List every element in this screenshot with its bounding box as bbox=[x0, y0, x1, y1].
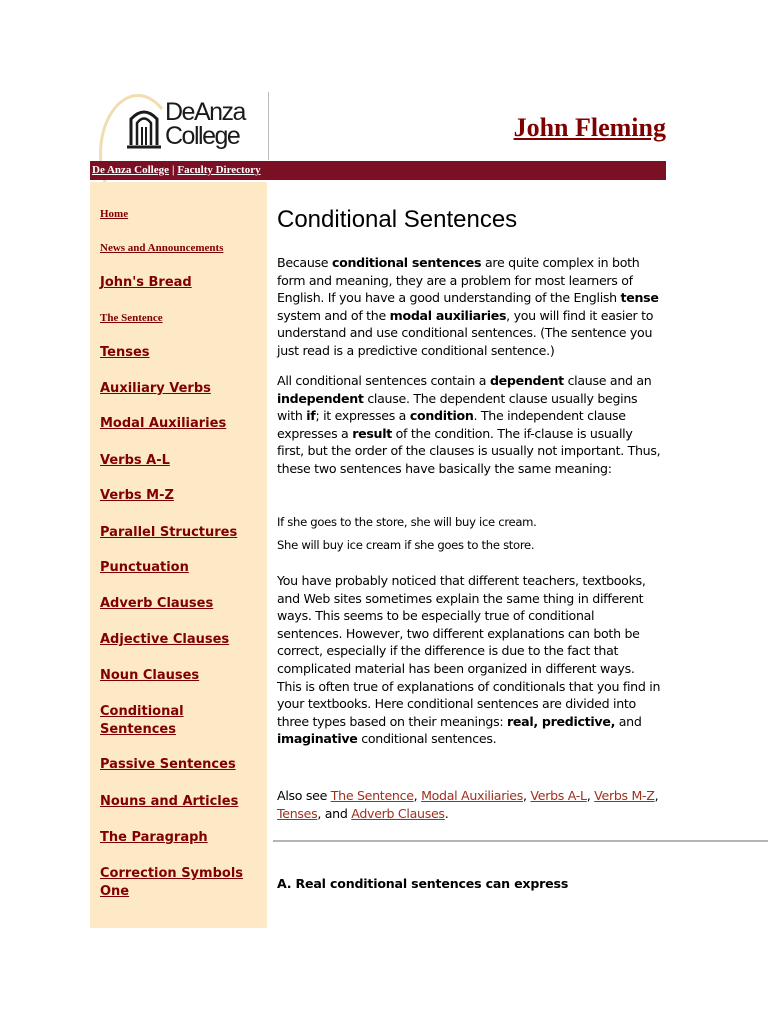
page-title: Conditional Sentences bbox=[277, 206, 518, 233]
also-see-link-the-sentence[interactable]: The Sentence bbox=[330, 788, 414, 803]
text-run: ; it expresses a bbox=[315, 408, 410, 424]
header-divider bbox=[268, 92, 269, 160]
also-see-link-verbs-a-l[interactable]: Verbs A-L bbox=[530, 788, 587, 803]
text-run: You have probably noticed that different teachers, textbooks, and Web sites sometimes explain the same thing in different ways. This seems to be especially true of conditional sentences. However, two different explanations can both be correct, especially if the difference is due to the fact that complicated material has been organized in different ways. This is often true of explanations of conditionals that you find in your textbooks. Here conditional sentences are divided into three types based on their meanings: bbox=[277, 573, 661, 729]
top-nav-bar bbox=[90, 161, 666, 180]
sidebar-link-adjective-clauses[interactable]: Adjective Clauses bbox=[100, 632, 230, 647]
sidebar-link-correction-symbols-one[interactable]: Correction Symbols One bbox=[100, 866, 244, 899]
text-run: are quite complex in both form and meaning, they are a problem for most learners of English. If you have a good understanding of the English bbox=[277, 255, 640, 306]
also-see-link-adverb-clauses[interactable]: Adverb Clauses bbox=[351, 805, 445, 821]
bold-term: modal auxiliaries bbox=[389, 307, 507, 323]
also-see-link-tenses[interactable]: Tenses bbox=[277, 805, 318, 821]
also-see-link-verbs-m-z[interactable]: Verbs M-Z bbox=[594, 788, 655, 803]
site-title[interactable] bbox=[514, 113, 666, 143]
text-run: All conditional sentences contain a bbox=[277, 373, 490, 388]
sidebar-item-home[interactable] bbox=[100, 208, 260, 220]
sidebar-link-news[interactable]: News and Announcements bbox=[100, 242, 224, 254]
separator: , bbox=[586, 788, 595, 803]
sidebar-item-adjective-clauses[interactable] bbox=[100, 631, 260, 649]
also-see-link-modal-auxiliaries[interactable]: Modal Auxiliaries bbox=[421, 788, 523, 803]
sidebar-link-punctuation[interactable]: Punctuation bbox=[100, 560, 189, 575]
nav-link-faculty-directory[interactable]: Faculty Directory bbox=[177, 164, 261, 176]
sidebar-link-parallel-structures[interactable]: Parallel Structures bbox=[100, 525, 238, 540]
sidebar-item-punctuation[interactable] bbox=[100, 559, 260, 577]
sidebar-link-conditional-sentences[interactable]: Conditional Sentences bbox=[100, 704, 184, 737]
text-run: , you will find it easier to understand and use conditional sentences. (The sentence you just read is a predictive conditional sentence.) bbox=[277, 307, 654, 358]
logo-wordmark bbox=[165, 100, 245, 148]
sidebar-item-verbs-m-z[interactable] bbox=[100, 487, 260, 505]
bold-term: dependent bbox=[489, 373, 564, 388]
nav-link-de-anza[interactable]: De Anza College bbox=[92, 164, 169, 176]
sidebar-item-the-sentence[interactable] bbox=[100, 312, 260, 324]
sidebar-item-news[interactable] bbox=[100, 242, 260, 254]
sidebar-item-tenses[interactable] bbox=[100, 344, 260, 362]
sidebar-link-johns-bread[interactable]: John's Bread bbox=[100, 275, 192, 290]
sidebar-link-adverb-clauses[interactable]: Adverb Clauses bbox=[100, 596, 214, 611]
sidebar-link-verbs-a-l[interactable]: Verbs A-L bbox=[100, 453, 170, 468]
sidebar-item-johns-bread[interactable] bbox=[100, 274, 260, 292]
bold-term: imaginative bbox=[277, 731, 358, 747]
example-sentence-2: She will buy ice cream if she goes to the store. bbox=[277, 538, 535, 552]
bold-term: independent bbox=[277, 390, 364, 406]
building-icon bbox=[127, 105, 161, 149]
sidebar-link-the-paragraph[interactable]: The Paragraph bbox=[100, 830, 208, 845]
also-see-prefix: Also see bbox=[277, 788, 331, 803]
example-sentence-1: If she goes to the store, she will buy ice cream. bbox=[277, 515, 537, 529]
logo-line2: College bbox=[165, 122, 240, 150]
text-run: Because bbox=[277, 255, 332, 270]
sidebar-link-home[interactable]: Home bbox=[100, 208, 129, 220]
sidebar-link-modal-auxiliaries[interactable]: Modal Auxiliaries bbox=[100, 416, 227, 431]
sidebar-item-noun-clauses[interactable] bbox=[100, 667, 260, 685]
also-see-paragraph bbox=[277, 787, 662, 822]
sidebar-item-conditional-sentences[interactable] bbox=[100, 703, 200, 739]
text-run: of the condition. The if-clause is usually first, but the order of the clauses is usually not important. Thus, these two sentences have basically the same meaning: bbox=[277, 425, 661, 476]
sidebar-link-noun-clauses[interactable]: Noun Clauses bbox=[100, 668, 200, 683]
text-run: and bbox=[615, 713, 642, 729]
intro-paragraph bbox=[277, 254, 662, 360]
end-punctuation: . bbox=[444, 805, 449, 821]
bold-term: if bbox=[306, 408, 316, 424]
separator: , bbox=[654, 788, 659, 803]
separator: , bbox=[413, 788, 422, 803]
bold-term: result bbox=[352, 425, 392, 441]
bold-term: conditional sentences bbox=[331, 255, 482, 270]
sidebar bbox=[90, 182, 267, 928]
text-run: system and of the bbox=[277, 307, 390, 323]
sidebar-item-adverb-clauses[interactable] bbox=[100, 595, 260, 613]
sidebar-item-modal-auxiliaries[interactable] bbox=[100, 415, 260, 433]
separator: , and bbox=[317, 805, 352, 821]
section-heading-a: A. Real conditional sentences can express bbox=[277, 876, 569, 891]
sidebar-item-correction-symbols-one[interactable] bbox=[100, 865, 260, 901]
definition-paragraph bbox=[277, 372, 662, 478]
text-run: clause. The dependent clause usually begins with bbox=[277, 390, 638, 424]
sidebar-item-verbs-a-l[interactable] bbox=[100, 452, 260, 470]
horizontal-rule bbox=[273, 840, 768, 842]
sidebar-link-verbs-m-z[interactable]: Verbs M-Z bbox=[100, 488, 174, 503]
sidebar-link-tenses[interactable]: Tenses bbox=[100, 345, 150, 360]
bold-term: tense bbox=[620, 290, 659, 306]
sidebar-item-nouns-and-articles[interactable] bbox=[100, 793, 260, 811]
sidebar-item-passive-sentences[interactable] bbox=[100, 756, 260, 774]
text-run: clause and an bbox=[563, 373, 652, 388]
sidebar-link-nouns-and-articles[interactable]: Nouns and Articles bbox=[100, 794, 239, 809]
site-title-link[interactable]: John Fleming bbox=[513, 113, 666, 142]
text-run: conditional sentences. bbox=[357, 731, 497, 747]
nav-separator: | bbox=[171, 164, 175, 176]
sidebar-item-parallel-structures[interactable] bbox=[100, 524, 260, 542]
text-run: . The independent clause expresses a bbox=[277, 408, 626, 441]
college-logo[interactable] bbox=[95, 92, 270, 162]
separator: , bbox=[523, 788, 531, 803]
bold-term: real, predictive, bbox=[506, 713, 616, 729]
logo-line1: DeAnza bbox=[165, 98, 245, 126]
sidebar-link-auxiliary-verbs[interactable]: Auxiliary Verbs bbox=[100, 381, 211, 396]
explanation-paragraph bbox=[277, 572, 662, 748]
bold-term: condition bbox=[409, 408, 474, 424]
sidebar-link-passive-sentences[interactable]: Passive Sentences bbox=[100, 757, 236, 772]
sidebar-link-the-sentence[interactable]: The Sentence bbox=[100, 312, 163, 324]
sidebar-item-auxiliary-verbs[interactable] bbox=[100, 380, 260, 398]
sidebar-item-the-paragraph[interactable] bbox=[100, 829, 260, 847]
